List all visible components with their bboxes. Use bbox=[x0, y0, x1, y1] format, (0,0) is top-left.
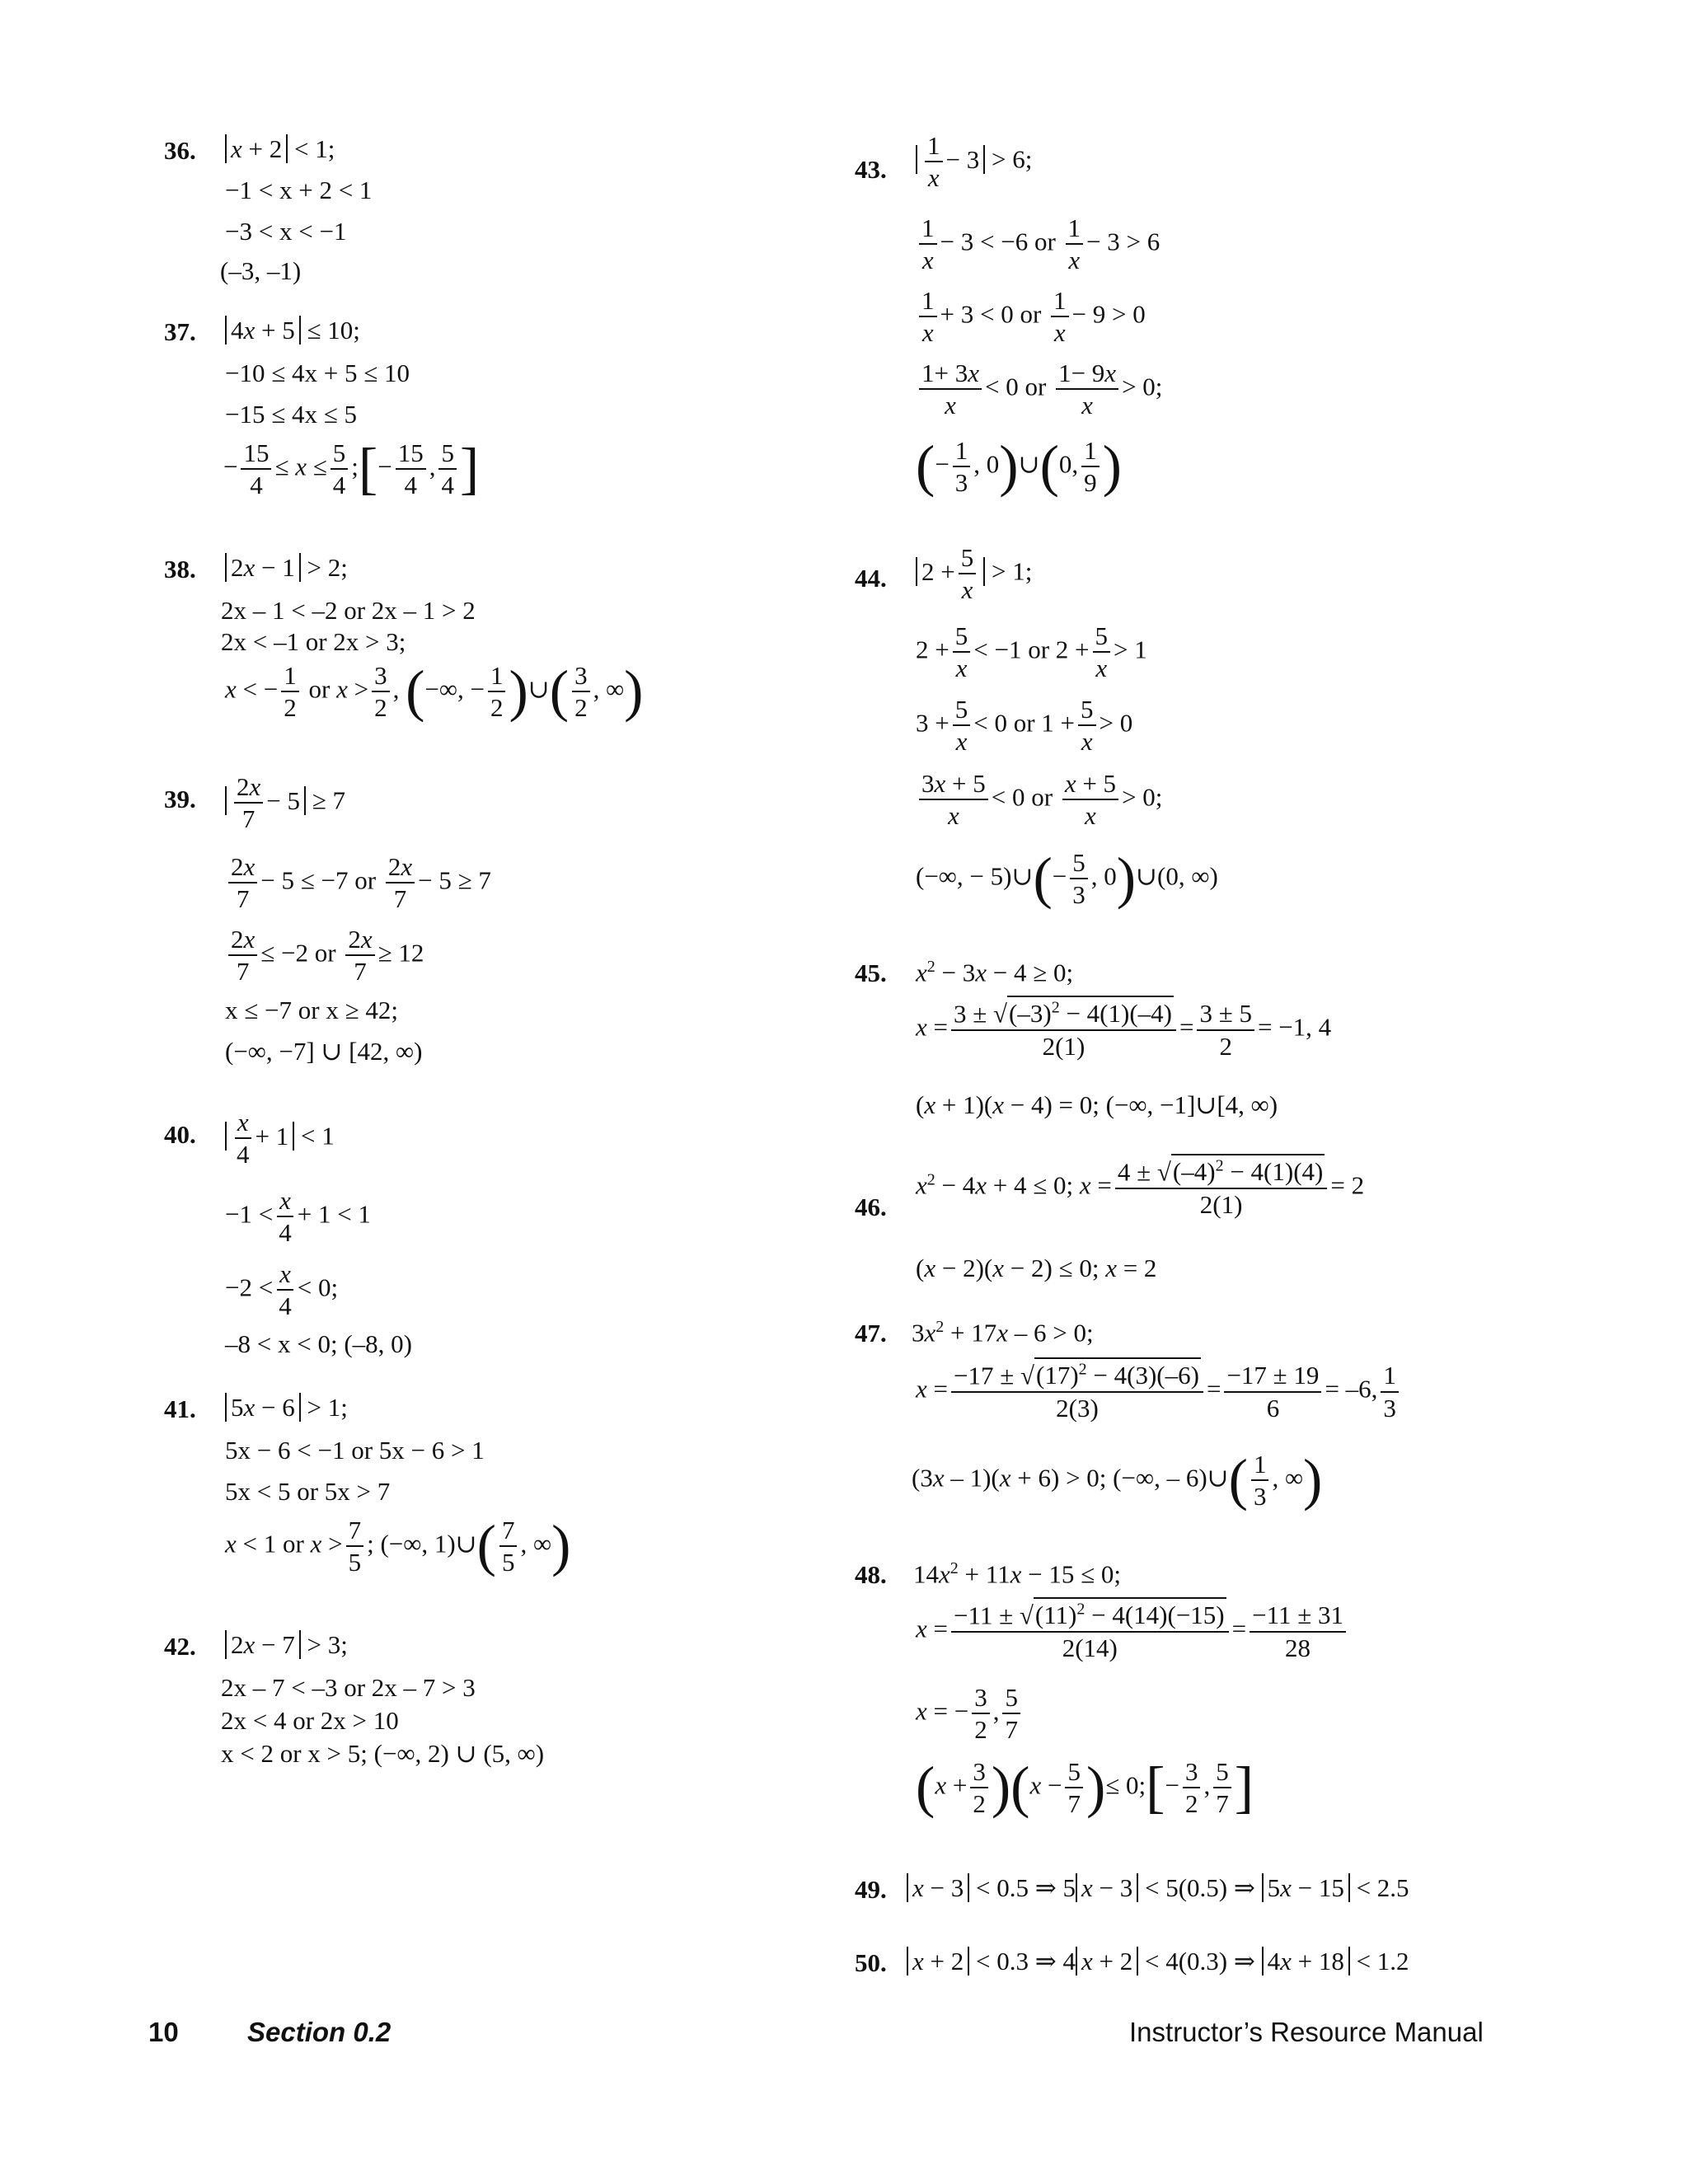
problem-47-line-1: $3x^2 + 17x - 6 > 0$; bbox=[912, 1318, 1094, 1347]
problem-41-line-2: 5x − 6 < −1 or 5x − 6 > 1 bbox=[225, 1436, 485, 1465]
problem-43-line-3: $\frac{1}{x}$ + 3 < 0 or $\frac{1}{x}$ − 9 > 0 bbox=[916, 287, 1146, 347]
problem-47-line-2: x = $\frac{-17 \pm √(17)^2 - 4(3)(-6)}{2(3)}$ = $\frac{-17 \pm 19}{6}$ = –6, $\frac{1}{3}$ bbox=[916, 1361, 1402, 1422]
problem-38-line-2: 2x – 1 < –2 or 2x – 1 > 2 bbox=[221, 596, 476, 625]
problem-41-line-1: 5x − 6 > 1; bbox=[225, 1394, 348, 1420]
problem-37-line-3: −15 ≤ 4x ≤ 5 bbox=[225, 400, 358, 429]
footer-section-title: Section 0.2 bbox=[247, 2017, 392, 2047]
problem-43-line-1: $\frac{1}{x}$ − 3 > 6; bbox=[916, 132, 1032, 192]
problem-36-line-2: −1 < x + 2 < 1 bbox=[225, 176, 373, 204]
footer-manual-title: Instructor’s Resource Manual bbox=[1129, 2017, 1484, 2047]
problem-number: 40. bbox=[164, 1120, 196, 1149]
footer-page-number: 10 bbox=[148, 2017, 179, 2047]
problem-44-line-5: (−∞, − 5)∪(− $\frac{5}{3}$ , 0)∪(0, ∞) bbox=[916, 846, 1218, 911]
problem-37-line-2: −10 ≤ 4x + 5 ≤ 10 bbox=[225, 359, 410, 387]
problem-49-line-1: x − 3 < 0.5 ⇒ 5 x − 3 < 5(0.5) ⇒ 5x − 15 < 2.5 bbox=[907, 1875, 1409, 1900]
problem-45-line-2: x = $\frac{3 \pm √(-3)^2 - 4(1)(-4)}{2(1)}$ = $\frac{3 \pm 5}{2}$ = −1, 4 bbox=[916, 1000, 1331, 1060]
problem-number: 38. bbox=[164, 555, 196, 583]
problem-37-line-1: 4x + 5 ≤ 10; bbox=[225, 317, 360, 343]
problem-40-line-1: $\frac{x}{4}$ + 1 < 1 bbox=[225, 1108, 335, 1169]
problem-44-line-4: $\frac{3x + 5}{x}$ < 0 or $\frac{x + 5}{x}$ > 0; bbox=[916, 770, 1162, 830]
problem-43-line-2: $\frac{1}{x}$ − 3 < −6 or $\frac{1}{x}$ − 3 > 6 bbox=[916, 214, 1160, 274]
problem-number: 49. bbox=[855, 1875, 887, 1904]
problem-47-line-3: (3x – 1)(x + 6) > 0; (−∞, – 6)∪( $\frac{1}{3}$ , ∞) bbox=[912, 1448, 1323, 1512]
problem-48-line-2: x = $\frac{-11 \pm √(11)^2 - 4(14)(-15)}{2(14)}$ = $\frac{-11 \pm 31}{28}$ bbox=[916, 1601, 1349, 1661]
problem-number: 47. bbox=[855, 1319, 887, 1347]
problem-number: 43. bbox=[855, 155, 887, 184]
problem-46-line-1: $x^2 - 4x + 4 \le 0$; x = $\frac{4 \pm √(-4)^2 - 4(1)(4)}{2(1)}$ = 2 bbox=[916, 1158, 1364, 1218]
problem-50-line-1: x + 2 < 0.3 ⇒ 4 x + 2 < 4(0.3) ⇒ 4x + 18 < 1.2 bbox=[907, 1948, 1409, 1974]
problem-46-line-2: (x − 2)(x − 2) ≤ 0; x = 2 bbox=[916, 1254, 1157, 1282]
problem-40-line-3: −2 < $\frac{x}{4}$ < 0; bbox=[225, 1259, 339, 1321]
problem-36-line-3: −3 < x < −1 bbox=[225, 217, 347, 246]
problem-number: 50. bbox=[855, 1948, 887, 1977]
problem-number: 48. bbox=[855, 1560, 887, 1589]
problem-45-line-1: $x^2 - 3x - 4 \ge 0$; bbox=[916, 958, 1074, 987]
problem-45-line-3: (x + 1)(x − 4) = 0; (−∞, −1]∪[4, ∞) bbox=[916, 1090, 1278, 1119]
problem-42-line-1: 2x − 7 > 3; bbox=[225, 1632, 348, 1657]
problem-44-line-3: 3 + $\frac{5}{x}$ < 0 or 1 + $\frac{5}{x}$ > 0 bbox=[916, 695, 1133, 757]
problem-39-line-4: x ≤ −7 or x ≥ 42; bbox=[225, 996, 398, 1024]
problem-36-line-1: x + 2 < 1; bbox=[225, 136, 335, 162]
problem-40-line-2: −1 < $\frac{x}{4}$ + 1 < 1 bbox=[225, 1186, 371, 1248]
problem-number: 45. bbox=[855, 958, 887, 987]
problem-42-line-3: 2x < 4 or 2x > 10 bbox=[221, 1706, 399, 1735]
problem-36-line-4: (–3, –1) bbox=[220, 256, 302, 285]
problem-39-line-1: $\frac{2x}{7}$ − 5 ≥ 7 bbox=[225, 773, 345, 833]
problem-37-line-4: − $\frac{15}{4}$ ≤ x ≤ $\frac{5}{4}$ ;[− $\frac{15}{4}$ , $\frac{5}{4}$ ] bbox=[223, 437, 480, 501]
problem-39-line-2: $\frac{2x}{7}$ − 5 ≤ −7 or $\frac{2x}{7}$ − 5 ≥ 7 bbox=[225, 853, 491, 913]
problem-44-line-1: 2 + $\frac{5}{x}$ > 1; bbox=[916, 544, 1032, 604]
problem-number: 41. bbox=[164, 1394, 196, 1423]
problem-number: 36. bbox=[164, 136, 196, 165]
problem-38-line-3: 2x < –1 or 2x > 3; bbox=[221, 627, 406, 656]
problem-44-line-2: 2 + $\frac{5}{x}$ < −1 or 2 + $\frac{5}{x}$ > 1 bbox=[916, 621, 1147, 683]
problem-43-line-5: (− $\frac{1}{3}$ , 0)∪(0, $\frac{1}{9}$ ) bbox=[916, 434, 1122, 499]
problem-40-line-4: –8 < x < 0; (–8, 0) bbox=[225, 1329, 412, 1358]
problem-number: 37. bbox=[164, 317, 196, 346]
problem-number: 42. bbox=[164, 1632, 196, 1661]
problem-39-line-5: (−∞, −7] ∪ [42, ∞) bbox=[225, 1037, 423, 1066]
problem-number: 44. bbox=[855, 564, 887, 593]
problem-42-line-4: x < 2 or x > 5; (−∞, 2) ∪ (5, ∞) bbox=[221, 1739, 545, 1768]
problem-number: 46. bbox=[855, 1193, 887, 1221]
problem-48-line-3: x = − $\frac{3}{2}$ , $\frac{5}{7}$ bbox=[916, 1684, 1024, 1744]
problem-38-line-1: 2x − 1 > 2; bbox=[225, 555, 348, 580]
problem-42-line-2: 2x – 7 < –3 or 2x – 7 > 3 bbox=[221, 1673, 476, 1702]
problem-number: 39. bbox=[164, 785, 196, 813]
problem-48-line-1: $14x^2 + 11x - 15 \le 0$; bbox=[913, 1559, 1121, 1589]
problem-39-line-3: $\frac{2x}{7}$ ≤ −2 or $\frac{2x}{7}$ ≥ 12 bbox=[225, 926, 424, 986]
problem-41-line-3: 5x < 5 or 5x > 7 bbox=[225, 1477, 391, 1506]
problem-48-line-4: (x + $\frac{3}{2}$ )(x − $\frac{5}{7}$ )≤ 0;[− $\frac{3}{2}$ , $\frac{5}{7}$ ] bbox=[916, 1755, 1254, 1820]
problem-41-line-4: x < 1 or x > $\frac{7}{5}$ ; (−∞, 1)∪( $\frac{7}{5}$ , ∞) bbox=[225, 1514, 571, 1578]
problem-38-line-4: x < − $\frac{1}{2}$ or x > $\frac{3}{2}$ , (−∞, − $\frac{1}{2}$ )∪( $\frac{3}{2}$ , ∞) bbox=[225, 659, 644, 724]
problem-43-line-4: $\frac{1+ 3x}{x}$ < 0 or $\frac{1- 9x}{x}$ > 0; bbox=[916, 359, 1162, 419]
